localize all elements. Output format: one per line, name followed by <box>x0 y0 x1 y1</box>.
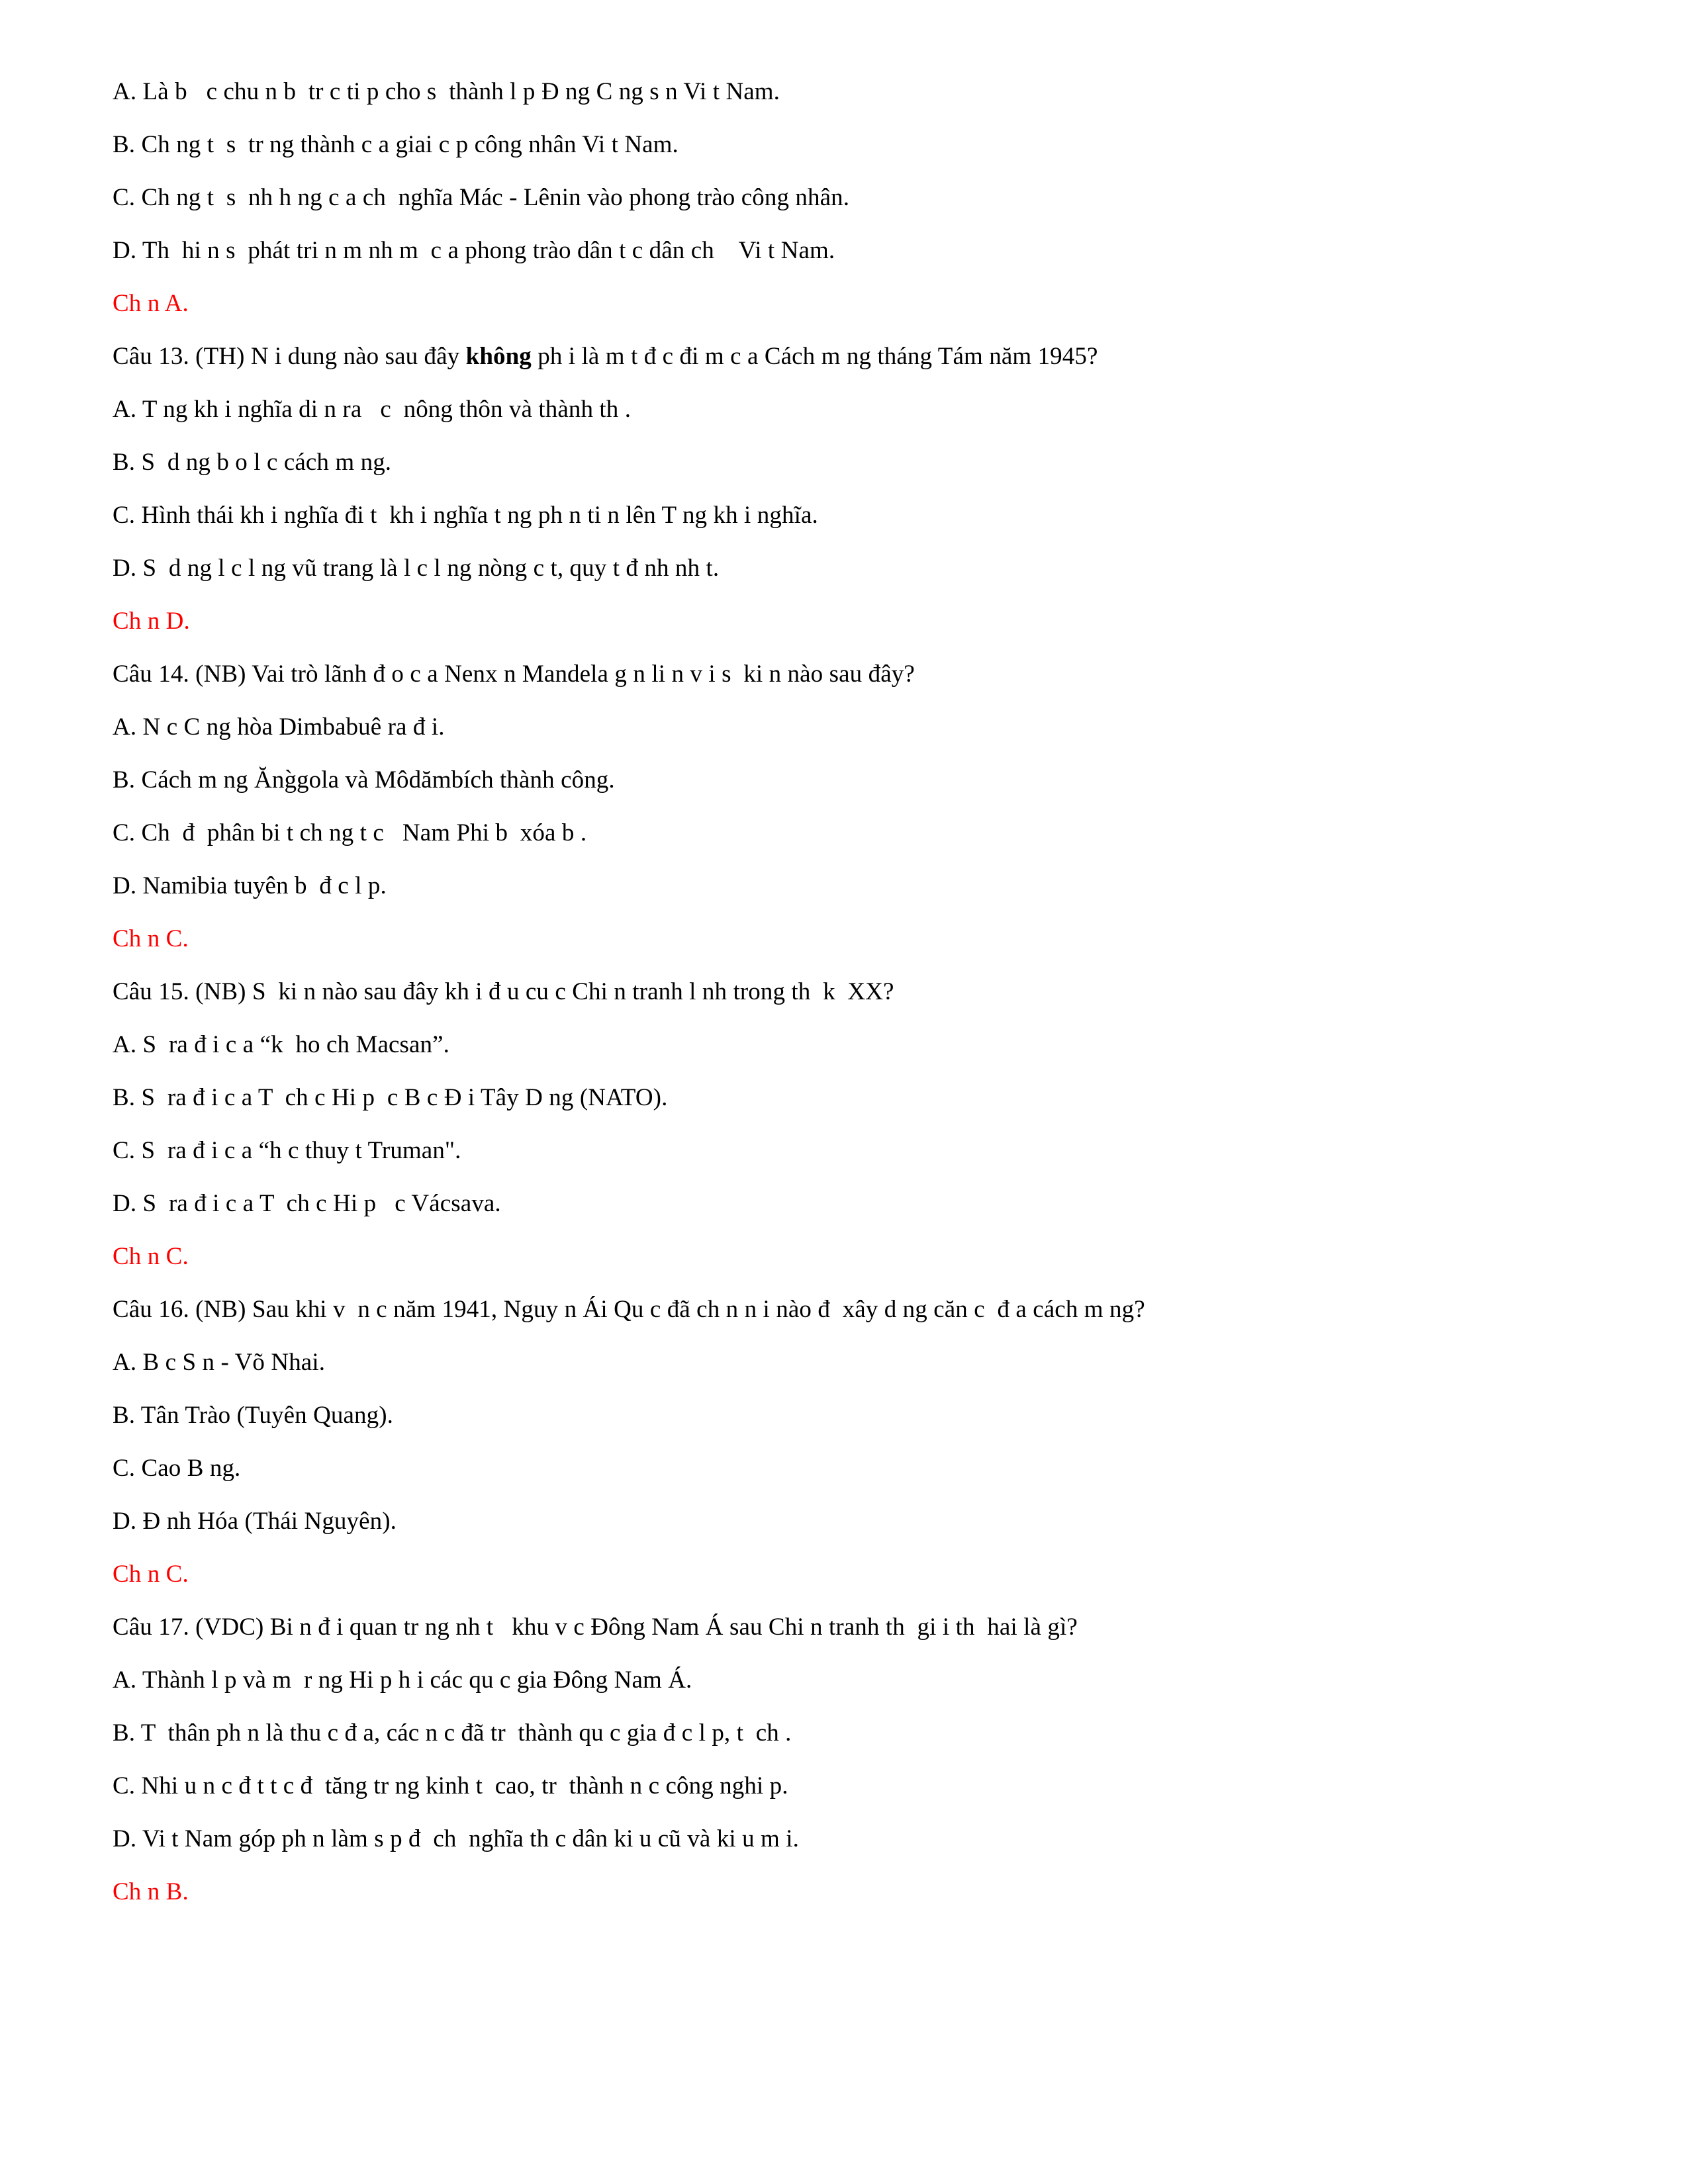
answer-key: Ch n D. <box>113 608 190 635</box>
question-stem-emphasis: không <box>465 343 532 370</box>
answer-option: D. S ra đ i c a T ch c Hi p c Vácsava. <box>113 1190 501 1217</box>
question-stem: Câu 15. (NB) S ki n nào sau đây kh i đ u cu c Chi n tranh l nh trong th k XX? <box>113 978 894 1005</box>
answer-option: A. S ra đ i c a “k ho ch Macsan”. <box>113 1031 449 1058</box>
answer-option: B. S d ng b o l c cách m ng. <box>113 449 392 476</box>
answer-option: D. Vi t Nam góp ph n làm s p đ ch nghĩa th c dân ki u cũ và ki u m i. <box>113 1825 799 1852</box>
answer-key: Ch n C. <box>113 1561 189 1588</box>
answer-option: A. Là b c chu n b tr c ti p cho s thành l p Đ ng C ng s n Vi t Nam. <box>113 78 780 105</box>
answer-key: Ch n A. <box>113 290 189 317</box>
answer-option: C. S ra đ i c a “h c thuy t Truman". <box>113 1137 461 1164</box>
answer-option: D. Th hi n s phát tri n m nh m c a phong trào dân t c dân ch Vi t Nam. <box>113 237 835 264</box>
answer-option: C. Nhi u n c đ t t c đ tăng tr ng kinh t cao, tr thành n c công nghi p. <box>113 1772 788 1799</box>
question-stem: Câu 16. (NB) Sau khi v n c năm 1941, Nguy n Ái Qu c đã ch n n i nào đ xây d ng căn c đ a cách m ng? <box>113 1296 1145 1323</box>
answer-option: A. T ng kh i nghĩa di n ra c nông thôn và thành th . <box>113 396 632 423</box>
question-stem-part2: ph i là m t đ c đi m c a Cách m ng tháng Tám năm 1945? <box>531 343 1098 370</box>
question-stem: Câu 17. (VDC) Bi n đ i quan tr ng nh t khu v c Đông Nam Á sau Chi n tranh th gi i th hai là gì? <box>113 1614 1078 1641</box>
question-stem <box>113 344 1575 369</box>
answer-option: C. Ch ng t s nh h ng c a ch nghĩa Mác - Lênin vào phong trào công nhân. <box>113 184 850 211</box>
answer-key: Ch n B. <box>113 1878 189 1905</box>
answer-key: Ch n C. <box>113 925 189 952</box>
answer-option: B. Cách m ng Ăng̀gola và Môdămbích thành công. <box>113 766 615 794</box>
question-stem: Câu 14. (NB) Vai trò lãnh đ o c a Nenx n Mandela g n li n v i s ki n nào sau đây? <box>113 660 915 688</box>
answer-option: A. N c C ng hòa Dimbabuê ra đ i. <box>113 713 445 741</box>
answer-option: B. Tân Trào (Tuyên Quang). <box>113 1402 394 1429</box>
answer-key: Ch n C. <box>113 1243 189 1270</box>
answer-option: B. S ra đ i c a T ch c Hi p c B c Đ i Tây D ng (NATO). <box>113 1084 668 1111</box>
answer-option: D. Namibia tuyên b đ c l p. <box>113 872 387 899</box>
answer-option: D. S d ng l c l ng vũ trang là l c l ng nòng c t, quy t đ nh nh t. <box>113 555 720 582</box>
answer-option: B. T thân ph n là thu c đ a, các n c đã tr thành qu c gia đ c l p, t ch . <box>113 1719 792 1747</box>
answer-option: D. Đ nh Hóa (Thái Nguyên). <box>113 1508 397 1535</box>
answer-option: A. Thành l p và m r ng Hi p h i các qu c gia Đông Nam Á. <box>113 1666 692 1694</box>
answer-option: A. B c S n - Võ Nhai. <box>113 1349 326 1376</box>
answer-option: C. Ch đ phân bi t ch ng t c Nam Phi b xóa b . <box>113 819 587 846</box>
question-stem-part1: Câu 13. (TH) N i dung nào sau đây <box>113 343 466 370</box>
answer-option: C. Hình thái kh i nghĩa đi t kh i nghĩa t ng ph n ti n lên T ng kh i nghĩa. <box>113 502 818 529</box>
answer-option: C. Cao B ng. <box>113 1455 241 1482</box>
answer-option: B. Ch ng t s tr ng thành c a giai c p công nhân Vi t Nam. <box>113 131 679 158</box>
